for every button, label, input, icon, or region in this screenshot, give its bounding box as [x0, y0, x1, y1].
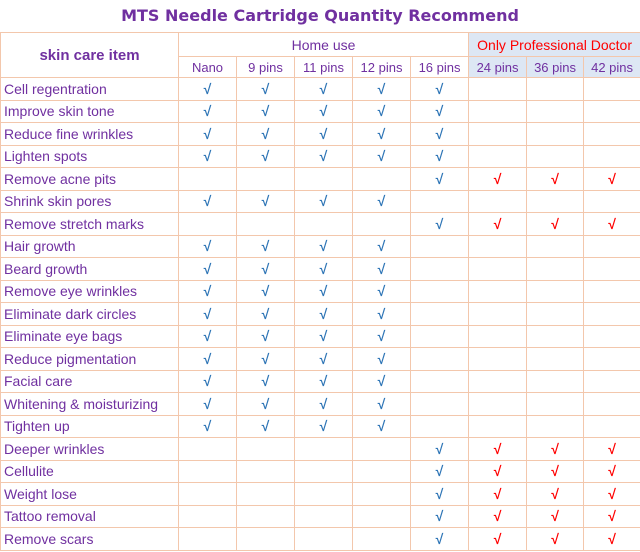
- empty-cell: [237, 438, 295, 461]
- empty-cell: [584, 235, 640, 258]
- check-mark-cell: √: [527, 528, 584, 551]
- empty-cell: [295, 483, 353, 506]
- column-header-4: 12 pins: [353, 57, 411, 78]
- empty-cell: [411, 370, 469, 393]
- column-header-1: Nano: [179, 57, 237, 78]
- empty-cell: [584, 303, 640, 326]
- empty-cell: [295, 213, 353, 236]
- check-mark-cell: √: [411, 505, 469, 528]
- empty-cell: [237, 168, 295, 191]
- empty-cell: [411, 258, 469, 281]
- check-mark-cell: √: [584, 438, 640, 461]
- check-mark-cell: √: [353, 145, 411, 168]
- check-mark-cell: √: [411, 528, 469, 551]
- check-mark-cell: √: [237, 78, 295, 101]
- check-mark-cell: √: [353, 393, 411, 416]
- check-mark-cell: √: [295, 348, 353, 371]
- empty-cell: [469, 258, 527, 281]
- check-mark-cell: √: [353, 348, 411, 371]
- check-mark-cell: √: [295, 415, 353, 438]
- table-row: [1, 505, 640, 528]
- empty-cell: [527, 280, 584, 303]
- table-row: [1, 123, 640, 146]
- check-mark-cell: √: [179, 303, 237, 326]
- empty-cell: [584, 325, 640, 348]
- check-mark-cell: √: [237, 303, 295, 326]
- header-row-groups: [1, 33, 640, 57]
- check-mark-cell: √: [179, 145, 237, 168]
- empty-cell: [469, 303, 527, 326]
- check-mark-cell: √: [411, 100, 469, 123]
- empty-cell: [295, 168, 353, 191]
- table-row: [1, 460, 640, 483]
- check-mark-cell: √: [584, 460, 640, 483]
- check-mark-cell: √: [353, 123, 411, 146]
- check-mark-cell: √: [237, 370, 295, 393]
- empty-cell: [584, 145, 640, 168]
- skin-care-item: Shrink skin pores: [1, 190, 179, 213]
- table-row: [1, 235, 640, 258]
- check-mark-cell: √: [469, 168, 527, 191]
- skin-care-item: Lighten spots: [1, 145, 179, 168]
- empty-cell: [469, 280, 527, 303]
- check-mark-cell: √: [237, 415, 295, 438]
- empty-cell: [237, 483, 295, 506]
- check-mark-cell: √: [353, 325, 411, 348]
- column-header-7: 36 pins: [527, 57, 584, 78]
- skin-care-item: Cell regentration: [1, 78, 179, 101]
- empty-cell: [584, 415, 640, 438]
- empty-cell: [295, 460, 353, 483]
- empty-cell: [527, 303, 584, 326]
- table-row: [1, 258, 640, 281]
- check-mark-cell: √: [179, 123, 237, 146]
- skin-care-item: Deeper wrinkles: [1, 438, 179, 461]
- empty-cell: [584, 348, 640, 371]
- empty-cell: [527, 100, 584, 123]
- empty-cell: [237, 460, 295, 483]
- skin-care-item: Reduce pigmentation: [1, 348, 179, 371]
- empty-cell: [179, 168, 237, 191]
- skin-care-item: Improve skin tone: [1, 100, 179, 123]
- empty-cell: [237, 528, 295, 551]
- empty-cell: [527, 190, 584, 213]
- empty-cell: [411, 303, 469, 326]
- empty-cell: [411, 415, 469, 438]
- check-mark-cell: √: [353, 100, 411, 123]
- check-mark-cell: √: [527, 438, 584, 461]
- check-mark-cell: √: [353, 235, 411, 258]
- empty-cell: [584, 280, 640, 303]
- check-mark-cell: √: [179, 258, 237, 281]
- table-row: [1, 280, 640, 303]
- check-mark-cell: √: [237, 325, 295, 348]
- check-mark-cell: √: [237, 348, 295, 371]
- check-mark-cell: √: [179, 280, 237, 303]
- table-row: [1, 168, 640, 191]
- home-use-group: Home use: [179, 33, 469, 57]
- empty-cell: [469, 370, 527, 393]
- check-mark-cell: √: [353, 303, 411, 326]
- empty-cell: [469, 145, 527, 168]
- table-row: [1, 213, 640, 236]
- check-mark-cell: √: [237, 100, 295, 123]
- empty-cell: [469, 100, 527, 123]
- table-row: [1, 325, 640, 348]
- page-title: MTS Needle Cartridge Quantity Recommend: [121, 6, 519, 25]
- check-mark-cell: √: [237, 190, 295, 213]
- skin-care-item: Eliminate eye bags: [1, 325, 179, 348]
- empty-cell: [411, 190, 469, 213]
- table-row: [1, 483, 640, 506]
- empty-cell: [237, 213, 295, 236]
- empty-cell: [353, 438, 411, 461]
- check-mark-cell: √: [411, 168, 469, 191]
- empty-cell: [527, 393, 584, 416]
- check-mark-cell: √: [584, 168, 640, 191]
- check-mark-cell: √: [411, 145, 469, 168]
- check-mark-cell: √: [353, 258, 411, 281]
- check-mark-cell: √: [237, 280, 295, 303]
- empty-cell: [527, 325, 584, 348]
- check-mark-cell: √: [353, 190, 411, 213]
- skin-care-item: Beard growth: [1, 258, 179, 281]
- empty-cell: [584, 123, 640, 146]
- empty-cell: [353, 213, 411, 236]
- column-header-3: 11 pins: [295, 57, 353, 78]
- check-mark-cell: √: [353, 370, 411, 393]
- empty-cell: [179, 438, 237, 461]
- column-header-6: 24 pins: [469, 57, 527, 78]
- check-mark-cell: √: [411, 483, 469, 506]
- empty-cell: [584, 370, 640, 393]
- check-mark-cell: √: [179, 100, 237, 123]
- empty-cell: [411, 235, 469, 258]
- check-mark-cell: √: [295, 393, 353, 416]
- empty-cell: [353, 460, 411, 483]
- check-mark-cell: √: [527, 213, 584, 236]
- empty-cell: [179, 483, 237, 506]
- check-mark-cell: √: [411, 213, 469, 236]
- check-mark-cell: √: [469, 438, 527, 461]
- check-mark-cell: √: [411, 123, 469, 146]
- check-mark-cell: √: [527, 168, 584, 191]
- check-mark-cell: √: [179, 235, 237, 258]
- check-mark-cell: √: [584, 213, 640, 236]
- skin-care-item: Whitening & moisturizing: [1, 393, 179, 416]
- skin-care-item: Remove acne pits: [1, 168, 179, 191]
- check-mark-cell: √: [353, 280, 411, 303]
- empty-cell: [179, 460, 237, 483]
- check-mark-cell: √: [295, 280, 353, 303]
- skin-care-item: Cellulite: [1, 460, 179, 483]
- check-mark-cell: √: [295, 370, 353, 393]
- table-row: [1, 438, 640, 461]
- table-row: [1, 348, 640, 371]
- empty-cell: [295, 438, 353, 461]
- check-mark-cell: √: [237, 258, 295, 281]
- professional-group: Only Professional Doctor: [469, 33, 640, 57]
- check-mark-cell: √: [295, 190, 353, 213]
- skin-care-item: Tighten up: [1, 415, 179, 438]
- empty-cell: [411, 325, 469, 348]
- check-mark-cell: √: [469, 460, 527, 483]
- check-mark-cell: √: [295, 78, 353, 101]
- check-mark-cell: √: [584, 483, 640, 506]
- empty-cell: [527, 370, 584, 393]
- check-mark-cell: √: [469, 505, 527, 528]
- skin-care-item: Remove scars: [1, 528, 179, 551]
- empty-cell: [527, 235, 584, 258]
- column-header-8: 42 pins: [584, 57, 640, 78]
- empty-cell: [469, 393, 527, 416]
- skin-care-item: Remove stretch marks: [1, 213, 179, 236]
- check-mark-cell: √: [411, 438, 469, 461]
- check-mark-cell: √: [295, 123, 353, 146]
- table-row: [1, 190, 640, 213]
- skin-care-item: Tattoo removal: [1, 505, 179, 528]
- empty-cell: [469, 325, 527, 348]
- check-mark-cell: √: [584, 505, 640, 528]
- check-mark-cell: √: [469, 528, 527, 551]
- empty-cell: [237, 505, 295, 528]
- empty-cell: [353, 483, 411, 506]
- skin-care-item: Facial care: [1, 370, 179, 393]
- table-row: [1, 370, 640, 393]
- skin-care-item: Eliminate dark circles: [1, 303, 179, 326]
- empty-cell: [527, 78, 584, 101]
- check-mark-cell: √: [411, 78, 469, 101]
- empty-cell: [527, 415, 584, 438]
- check-mark-cell: √: [584, 528, 640, 551]
- empty-cell: [584, 190, 640, 213]
- skin-care-item: Hair growth: [1, 235, 179, 258]
- empty-cell: [353, 505, 411, 528]
- table-row: [1, 145, 640, 168]
- check-mark-cell: √: [295, 258, 353, 281]
- skin-care-item: Weight lose: [1, 483, 179, 506]
- check-mark-cell: √: [353, 415, 411, 438]
- check-mark-cell: √: [179, 415, 237, 438]
- table-row: [1, 415, 640, 438]
- empty-cell: [527, 145, 584, 168]
- check-mark-cell: √: [411, 460, 469, 483]
- empty-cell: [179, 213, 237, 236]
- table-row: [1, 393, 640, 416]
- recommend-table: [0, 32, 640, 551]
- check-mark-cell: √: [237, 393, 295, 416]
- check-mark-cell: √: [295, 235, 353, 258]
- empty-cell: [527, 348, 584, 371]
- table-row: [1, 78, 640, 101]
- skin-care-item: Remove eye wrinkles: [1, 280, 179, 303]
- empty-cell: [469, 190, 527, 213]
- table-row: [1, 528, 640, 551]
- empty-cell: [469, 415, 527, 438]
- check-mark-cell: √: [179, 393, 237, 416]
- check-mark-cell: √: [469, 483, 527, 506]
- empty-cell: [584, 258, 640, 281]
- empty-cell: [469, 235, 527, 258]
- empty-cell: [353, 528, 411, 551]
- empty-cell: [353, 168, 411, 191]
- check-mark-cell: √: [179, 78, 237, 101]
- check-mark-cell: √: [527, 505, 584, 528]
- empty-cell: [411, 348, 469, 371]
- empty-cell: [584, 393, 640, 416]
- empty-cell: [469, 348, 527, 371]
- empty-cell: [469, 78, 527, 101]
- table-row: [1, 100, 640, 123]
- column-header-2: 9 pins: [237, 57, 295, 78]
- check-mark-cell: √: [295, 325, 353, 348]
- table-body: [1, 78, 640, 551]
- empty-cell: [295, 505, 353, 528]
- item-column-header: skin care item: [1, 33, 179, 78]
- check-mark-cell: √: [527, 483, 584, 506]
- empty-cell: [584, 100, 640, 123]
- empty-cell: [469, 123, 527, 146]
- check-mark-cell: √: [353, 78, 411, 101]
- empty-cell: [584, 78, 640, 101]
- check-mark-cell: √: [179, 370, 237, 393]
- empty-cell: [295, 528, 353, 551]
- check-mark-cell: √: [527, 460, 584, 483]
- empty-cell: [411, 280, 469, 303]
- check-mark-cell: √: [237, 123, 295, 146]
- check-mark-cell: √: [295, 100, 353, 123]
- column-header-5: 16 pins: [411, 57, 469, 78]
- check-mark-cell: √: [237, 145, 295, 168]
- check-mark-cell: √: [179, 348, 237, 371]
- check-mark-cell: √: [179, 325, 237, 348]
- empty-cell: [179, 505, 237, 528]
- empty-cell: [527, 123, 584, 146]
- empty-cell: [179, 528, 237, 551]
- skin-care-item: Reduce fine wrinkles: [1, 123, 179, 146]
- check-mark-cell: √: [469, 213, 527, 236]
- check-mark-cell: √: [179, 190, 237, 213]
- check-mark-cell: √: [295, 145, 353, 168]
- empty-cell: [527, 258, 584, 281]
- empty-cell: [411, 393, 469, 416]
- table-row: [1, 303, 640, 326]
- check-mark-cell: √: [237, 235, 295, 258]
- check-mark-cell: √: [295, 303, 353, 326]
